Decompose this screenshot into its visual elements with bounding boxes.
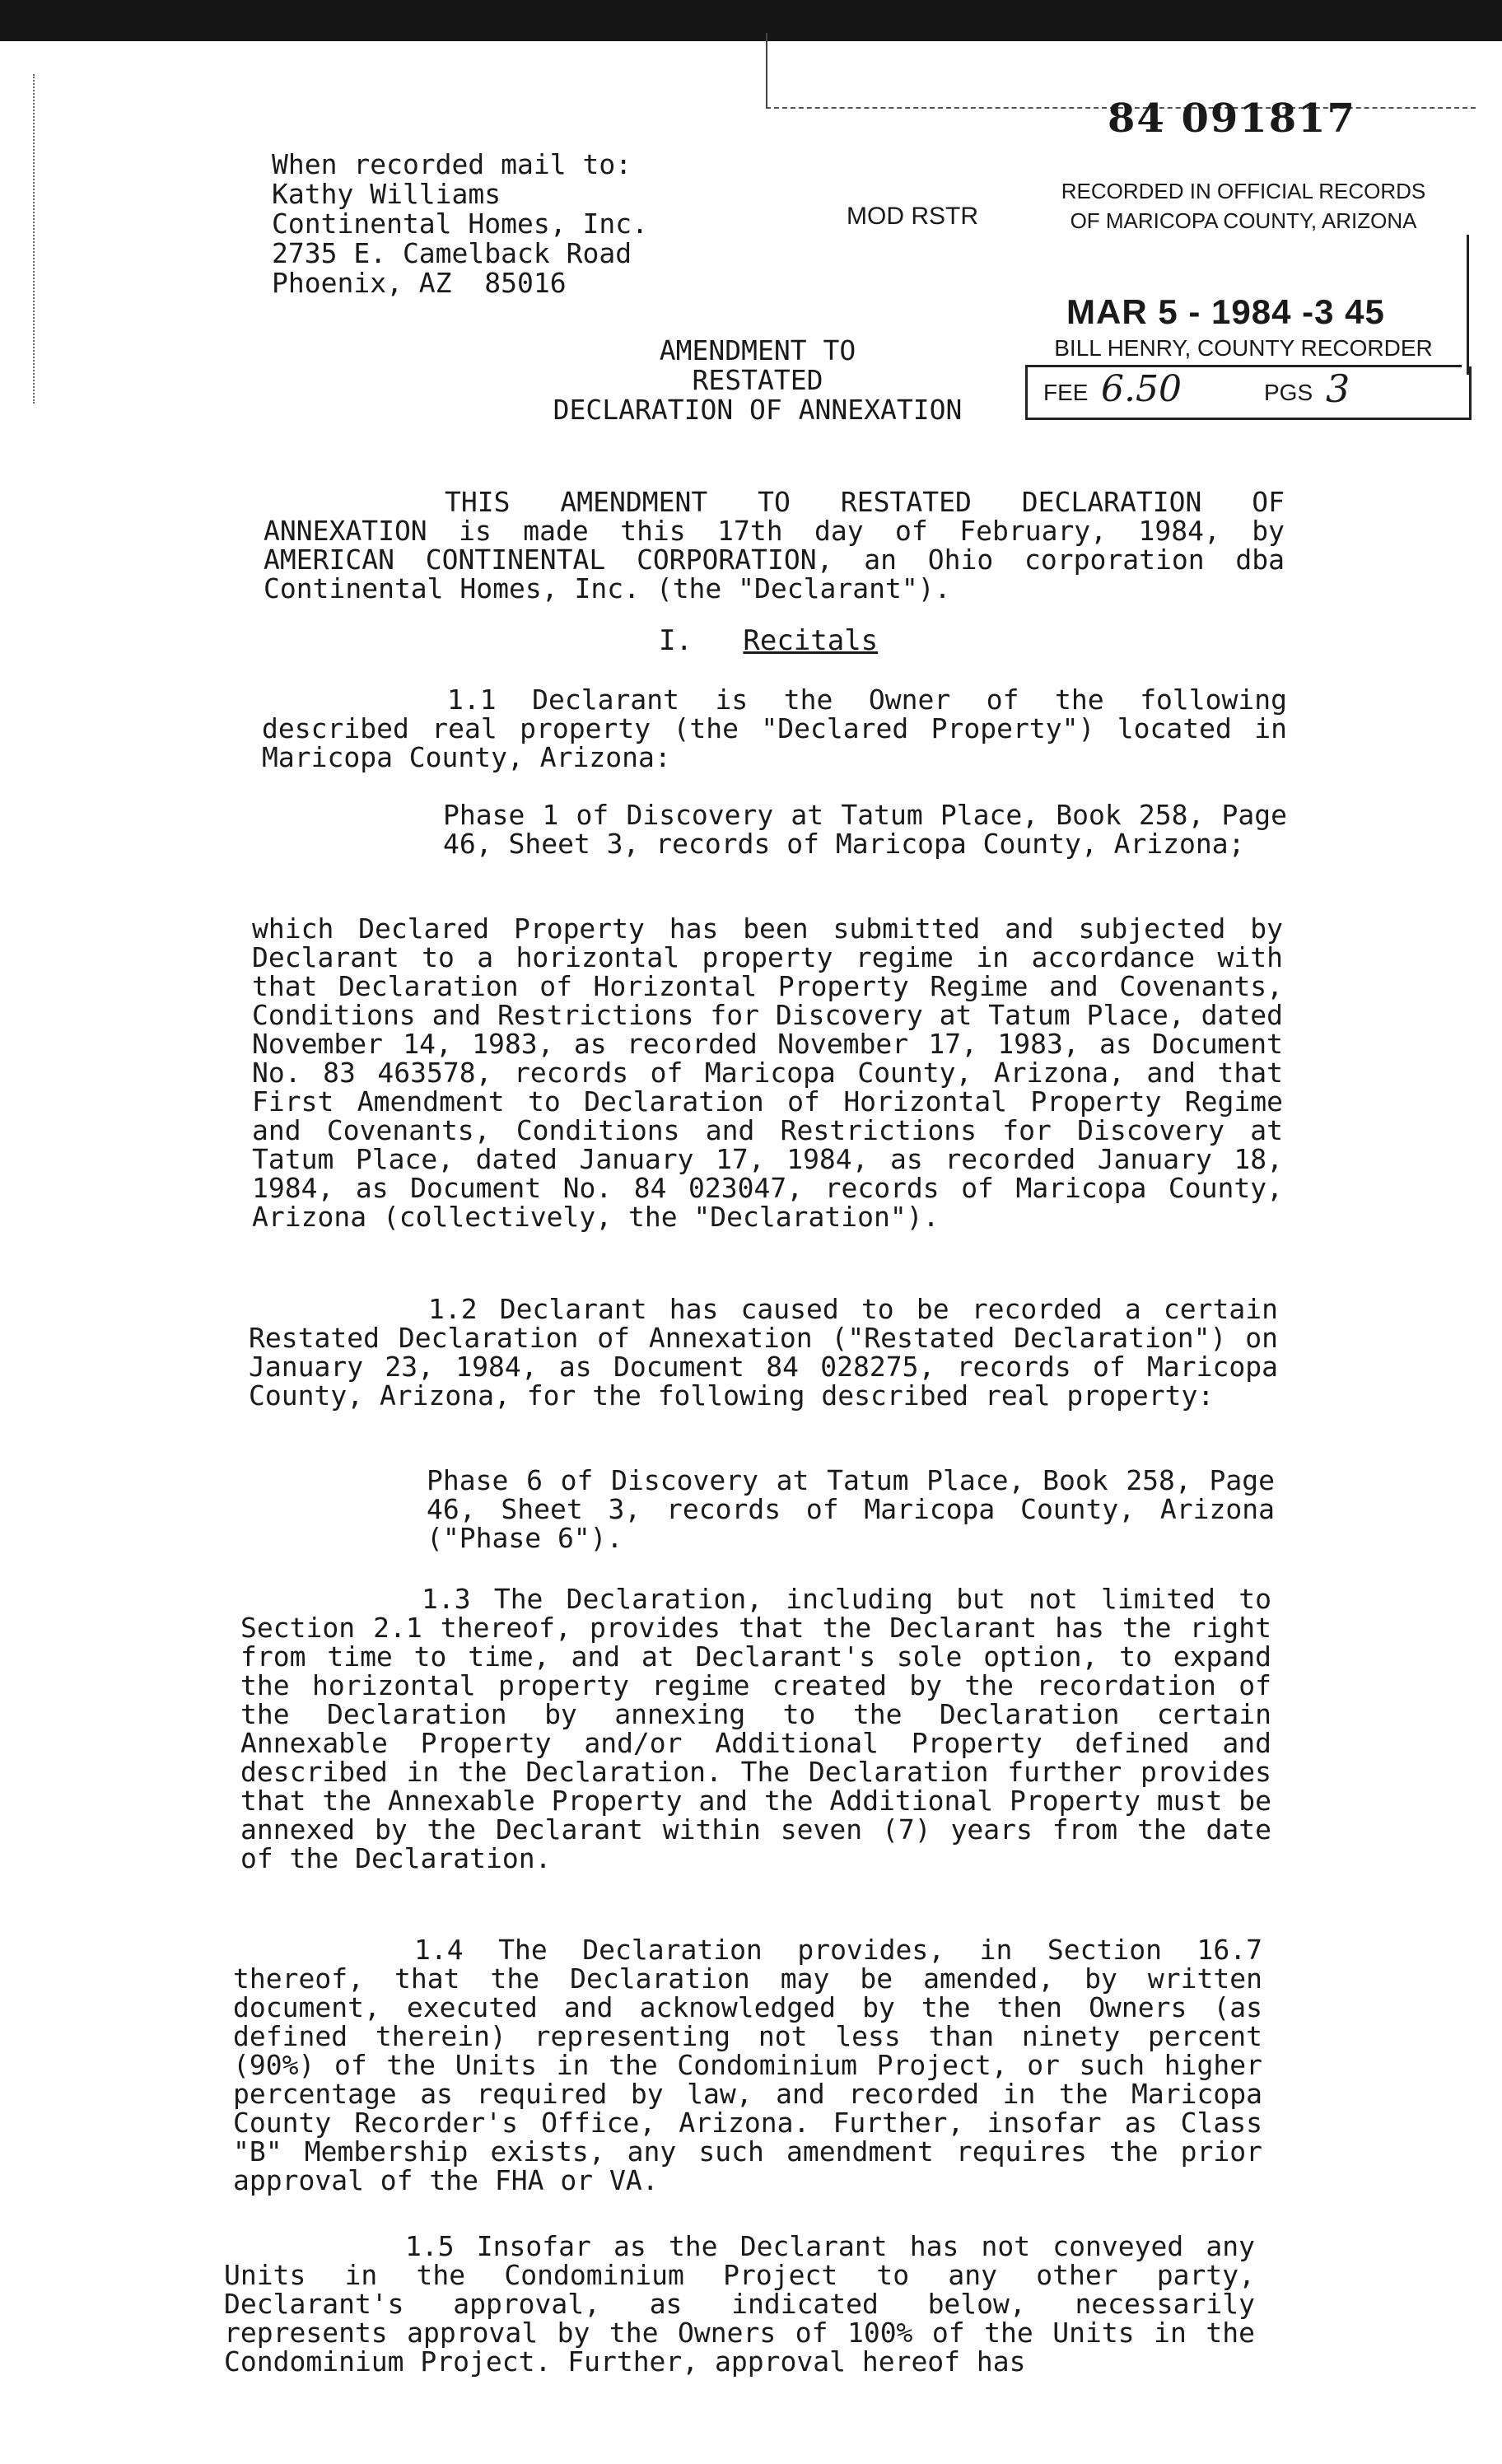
paragraph-1-5: 1.5 Insofar as the Declarant has not conveyed any Units in the Condominium Project to any other party, Declarant's approval, as indicated below, necessarily represents approval by the Owners of 100% of the Units in the Condominium Project. Further, approval hereof has [224,2230,1255,2378]
section-heading [659,624,878,657]
section-label: Recitals [743,624,879,657]
mod-rstr-mark: MOD RSTR [847,203,978,230]
section-number: I. [659,624,693,657]
mail-to-line: When recorded mail to: [272,148,632,180]
document-title [511,336,1005,425]
stamp-recorder: BILL HENRY, COUNTY RECORDER [1025,335,1462,367]
quoted-legal-description: Phase 1 of Discovery at Tatum Place, Book 258, Page 46, Sheet 3, records of Maricopa County, Arizona; [443,799,1287,860]
title-line: DECLARATION OF ANNEXATION [553,394,963,426]
paragraph-1-4: 1.4 The Declaration provides, in Section 16.7 thereof, that the Declaration may be amended, by written document, executed and acknowledged by the then Owners (as defined therein) representing not less than ninety percent (90%) of the Units in the Condominium Project, or such higher percentage as required by law, and recorded in the Maricopa County Recorder's Office, Arizona. Further, insofar as Class "B" Membership exists, any such amendment requires the prior approval of the FHA or VA. [233,1934,1262,2196]
recording-stamp [1025,169,1470,416]
paragraph-1-3: 1.3 The Declaration, including but not limited to Section 2.1 thereof, provides that the Declarant has the right from time to time, and at Declarant's sole option, to expand the horizontal property regime created by the recordation of the Declaration by annexing to the Declaration certain Annexable Property and/or Additional Property defined and described in the Declaration. The Declaration further provides that the Annexable Property and the Additional Property must be annexed by the Declarant within seven (7) years from the date of the Declaration. [240,1583,1271,1874]
mail-to-block [272,150,648,298]
stamp-pgs-label: PGS [1264,380,1313,405]
intro-paragraph: THIS AMENDMENT TO RESTATED DECLARATION OF ANNEXATION is made this 17th day of February, 1984, by AMERICAN CONTINENTAL CORPORATION, an Ohio corporation dba Continental Homes, Inc. (the "Declarant"). [264,486,1285,604]
paragraph-1-2: 1.2 Declarant has caused to be recorded a certain Restated Declaration of Annexation ("Restated Declaration") on January 23, 1984, as Document 84 028275, records of Maricopa County, Arizona, for the following described real property: [249,1293,1278,1412]
stamp-fee-value: 6.50 [1101,368,1182,410]
scan-edge-marks [0,74,35,404]
mail-to-line: Phoenix, AZ 85016 [272,267,567,299]
paragraph-1-1: 1.1 Declarant is the Owner of the following described real property (the "Declared Property") located in Maricopa County, Arizona: [262,684,1287,773]
title-line: AMENDMENT TO [659,334,856,366]
mail-to-line: 2735 E. Camelback Road [272,237,632,269]
mail-to-line: Continental Homes, Inc. [272,208,648,240]
document-number: 84 091817 [1108,96,1356,142]
stamp-date: MAR 5 - 1984 -3 45 [1066,292,1385,331]
stamp-line: RECORDED IN OFFICIAL RECORDS [1061,179,1426,203]
stamp-line: OF MARICOPA COUNTY, ARIZONA [1070,208,1417,233]
mail-to-line: Kathy Williams [272,178,501,210]
stamp-pgs-value: 3 [1326,366,1350,411]
paragraph-1-1-continued: which Declared Property has been submitted and subjected by Declarant to a horizontal property regime in accordance with that Declaration of Horizontal Property Regime and Covenants, Conditions and Restrictions for Discovery at Tatum Place, dated November 14, 1983, as recorded November 17, 1983, as Document No. 83 463578, records of Maricopa County, Arizona, and that First Amendment to Declaration of Horizontal Property Regime and Covenants, Conditions and Restrictions for Discovery at Tatum Place, dated January 17, 1984, as recorded January 18, 1984, as Document No. 84 023047, records of Maricopa County, Arizona (collectively, the "Declaration"). [252,912,1283,1233]
title-line: RESTATED [692,364,823,396]
stamp-fee-box [1025,366,1472,420]
stamp-fee-label: FEE [1043,380,1089,405]
quoted-legal-description: Phase 6 of Discovery at Tatum Place, Book 258, Page 46, Sheet 3, records of Maricopa County, Arizona ("Phase 6"). [427,1464,1275,1554]
